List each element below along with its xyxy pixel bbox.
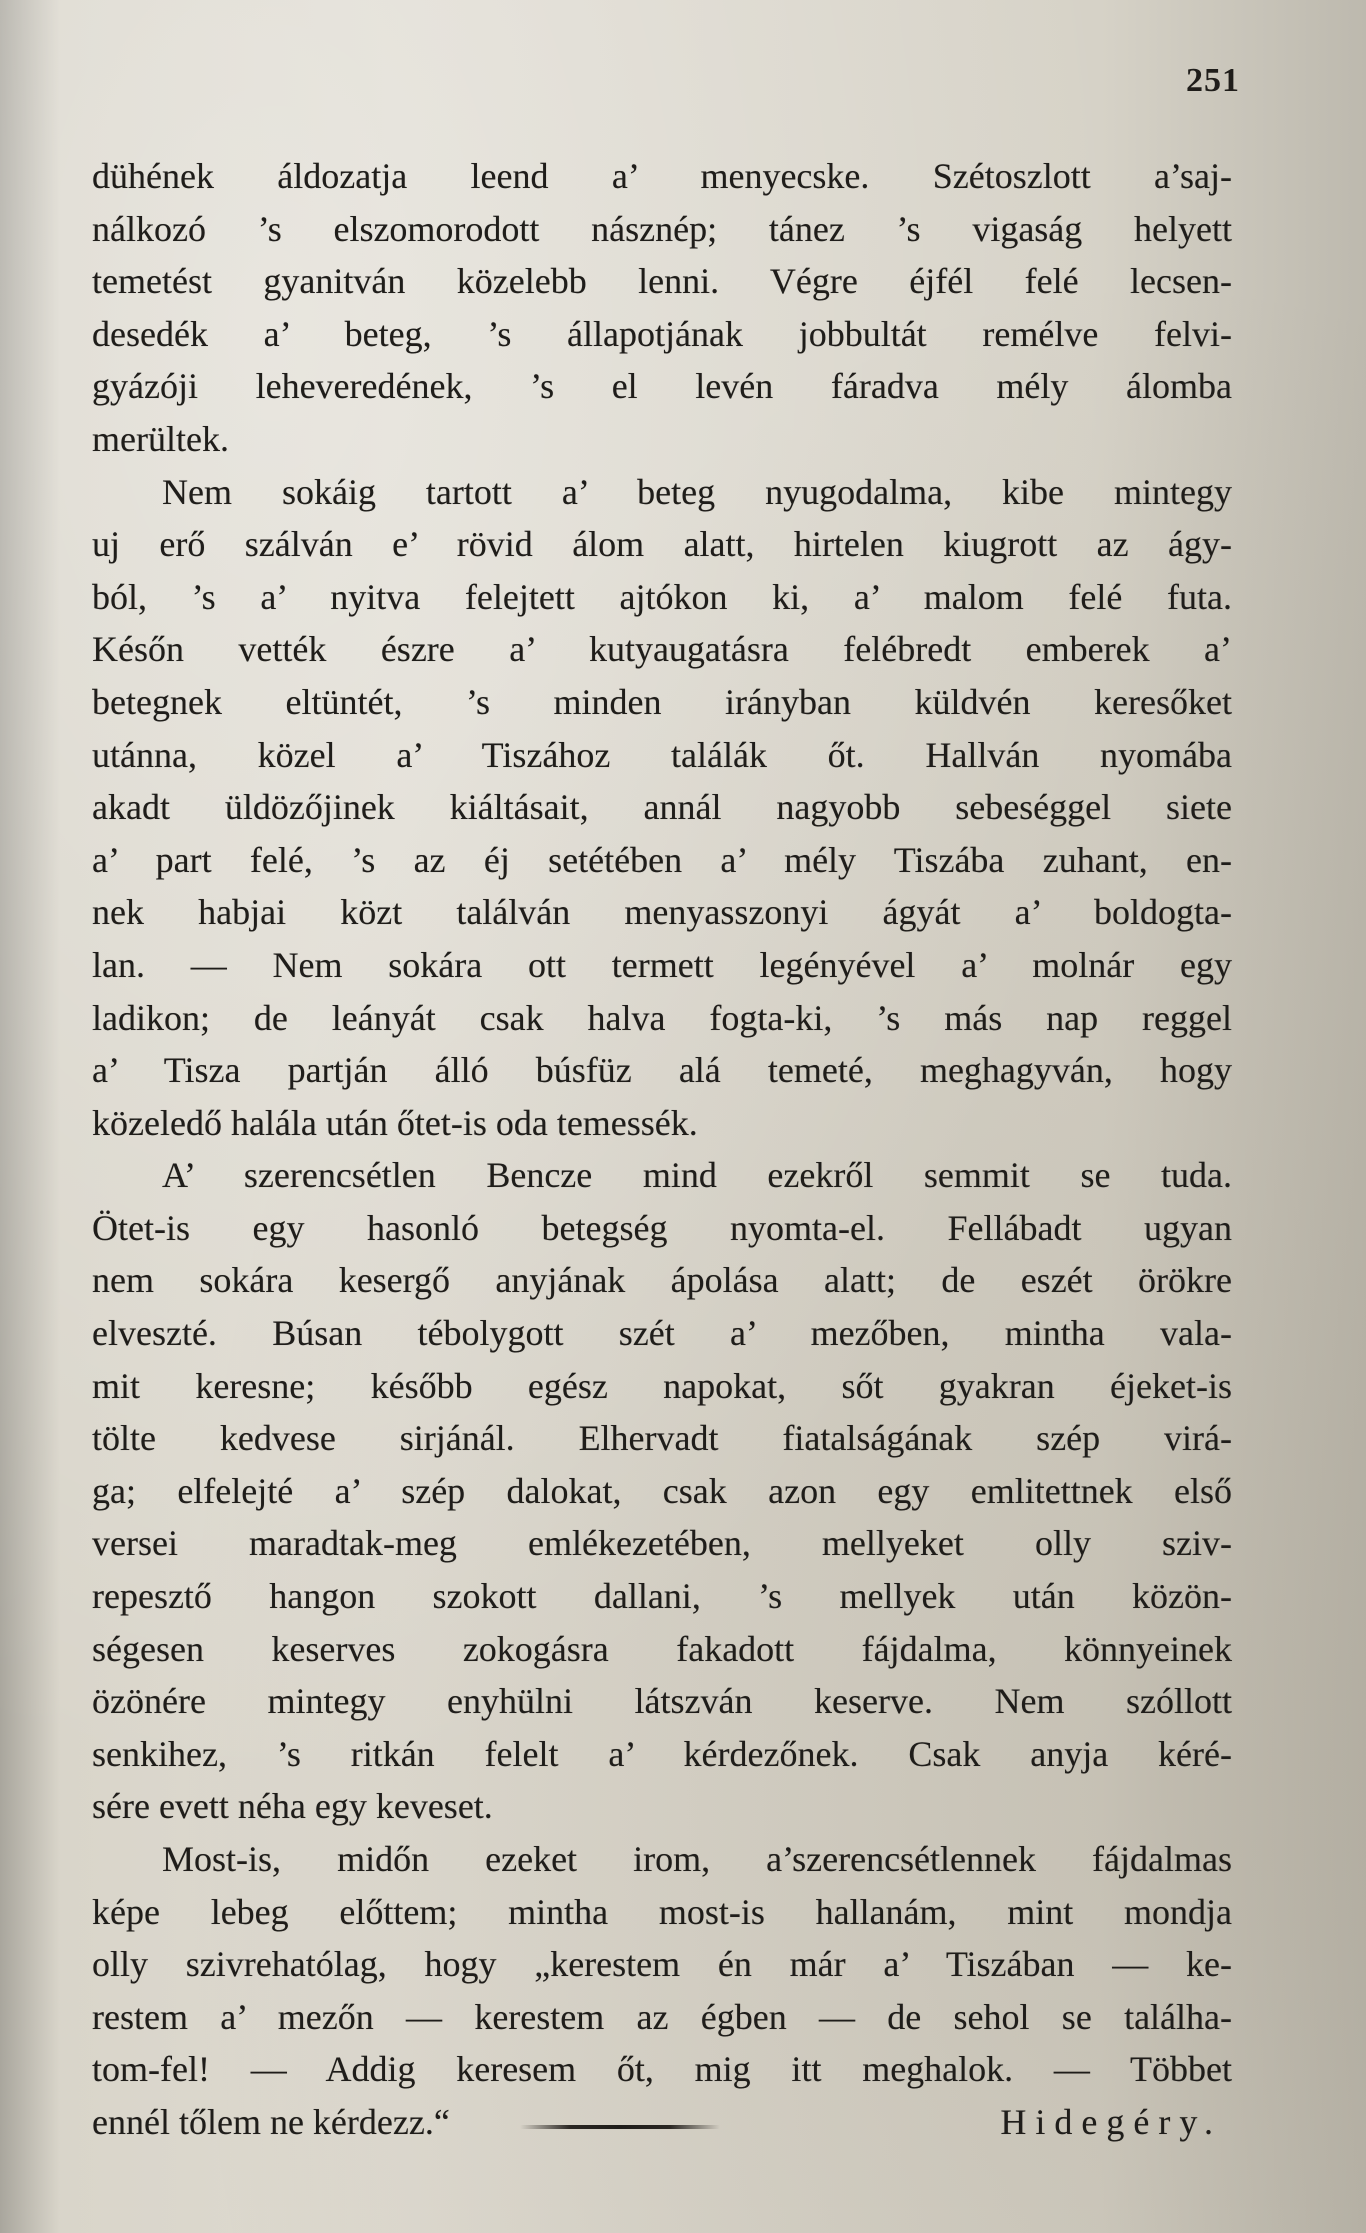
text-line: nek habjai közt találván menyasszonyi ágyát a’ boldogta-	[92, 892, 1232, 933]
author-signature: Hidegéry.	[1000, 2101, 1222, 2142]
text-line: gyázóji leheveredének, ’s el levén fáradva mély álomba	[92, 366, 1232, 407]
text-line: ladikon; de leányát csak halva fogta-ki, ’s más nap reggel	[92, 997, 1232, 1038]
text-line: nem sokára kesergő anyjának ápolása alatt; de eszét örökre	[92, 1260, 1232, 1301]
text-line: képe lebeg előttem; mintha most-is hallanám, mint mondja	[92, 1891, 1232, 1932]
text-line: a’ Tisza partján álló búsfüz alá temeté, meghagyván, hogy	[92, 1050, 1232, 1091]
text-line: Ötet-is egy hasonló betegség nyomta-el. Fellábadt ugyan	[92, 1207, 1232, 1248]
text-line: temetést gyanitván közelebb lenni. Végre éjfél felé lecsen-	[92, 261, 1232, 302]
text-line: nálkozó ’s elszomorodott násznép; tánez ’s vigaság helyett	[92, 208, 1232, 249]
text-line: A’ szerencsétlen Bencze mind ezekről semmit se tuda.	[162, 1155, 1232, 1196]
text-line: restem a’ mezőn — kerestem az égben — de sehol se találha-	[92, 1996, 1232, 2037]
text-line: Későn vették észre a’ kutyaugatásra felébredt emberek a’	[92, 629, 1232, 670]
text-line: betegnek eltüntét, ’s minden irányban küldvén keresőket	[92, 681, 1232, 722]
text-line: a’ part felé, ’s az éj setétében a’ mély Tiszába zuhant, en-	[92, 839, 1232, 880]
text-line: dühének áldozatja leend a’ menyecske. Szétoszlott a’saj-	[92, 156, 1232, 196]
text-line: repesztő hangon szokott dallani, ’s mellyek után közön-	[92, 1576, 1232, 1617]
text-line: desedék a’ beteg, ’s állapotjának jobbultát remélve felvi-	[92, 313, 1232, 354]
text-line: lan. — Nem sokára ott termett legényével a’ molnár egy	[92, 944, 1232, 985]
text-line: Nem sokáig tartott a’ beteg nyugodalma, kibe mintegy	[162, 471, 1232, 512]
text-line: olly szivrehatólag, hogy „kerestem én már a’ Tiszában — ke-	[92, 1944, 1232, 1985]
text-line: Most-is, midőn ezeket irom, a’szerencsétlennek fájdalmas	[162, 1839, 1232, 1879]
text-line: tölte kedvese sirjánál. Elhervadt fiatalságának szép virá-	[92, 1418, 1232, 1459]
text-line: özönére mintegy enyhülni látszván keserve. Nem szóllott	[92, 1681, 1232, 1722]
text-line: akadt üldözőjinek kiáltásait, annál nagyobb sebeséggel siete	[92, 787, 1232, 828]
text-line: uj erő szálván e’ rövid álom alatt, hirtelen kiugrott az ágy-	[92, 524, 1232, 565]
text-line: mit keresne; később egész napokat, sőt gyakran éjeket-is	[92, 1365, 1232, 1406]
closing-quote-text: ennél tőlem ne kérdezz.“	[92, 2101, 450, 2142]
closing-line	[92, 2096, 1232, 2149]
text-line: ségesen keserves zokogásra fakadott fájdalma, könnyeinek	[92, 1628, 1232, 1669]
body-text	[92, 150, 1232, 2149]
text-line: senkihez, ’s ritkán felelt a’ kérdezőnek. Csak anyja kéré-	[92, 1733, 1232, 1774]
text-line: sére evett néha egy keveset.	[92, 1786, 493, 1827]
text-line: utánna, közel a’ Tiszához találák őt. Hallván nyomába	[92, 734, 1232, 775]
page-number: 251	[1186, 62, 1240, 99]
end-rule	[520, 2125, 720, 2129]
text-line: ga; elfelejté a’ szép dalokat, csak azon egy emlitettnek első	[92, 1470, 1232, 1511]
text-line: ból, ’s a’ nyitva felejtett ajtókon ki, a’ malom felé futa.	[92, 576, 1232, 617]
text-line: tom-fel! — Addig keresem őt, mig itt meghalok. — Többet	[92, 2049, 1232, 2090]
text-line: közeledő halála után őtet-is oda temessék.	[92, 1102, 698, 1143]
text-line: elveszté. Búsan tébolygott szét a’ mezőben, mintha vala-	[92, 1313, 1232, 1354]
text-line: merültek.	[92, 418, 229, 459]
text-line: versei maradtak-meg emlékezetében, mellyeket olly sziv-	[92, 1523, 1232, 1564]
